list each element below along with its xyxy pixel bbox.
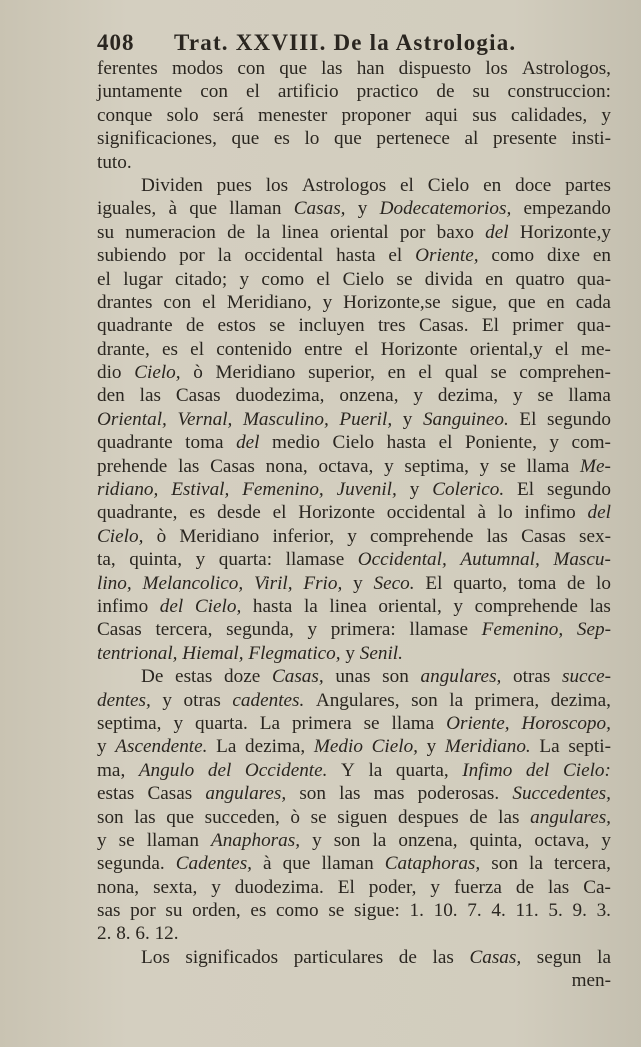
text-line: Oriental, Vernal, Masculino, Pueril, y Sanguineo. El segundo	[97, 408, 611, 430]
text-line: son las que succeden, ò se siguen despues de las angulares,	[97, 806, 611, 828]
text-line: significaciones, que es lo que pertenece al presente insti-	[97, 128, 611, 150]
text-line: septima, y quarta. La primera se llama Oriente, Horoscopo,	[97, 712, 611, 734]
text-line: lino, Melancolico, Viril, Frio, y Seco. El quarto, toma de lo	[97, 572, 611, 594]
body-text	[97, 57, 611, 993]
text-line: el lugar citado; y como el Cielo se divida en quatro qua-	[97, 268, 611, 290]
text-line: De estas doze Casas, unas son angulares, otras succe-	[141, 666, 611, 688]
text-line: 2. 8. 6. 12.	[97, 923, 179, 945]
text-line: drante, es el contenido entre el Horizonte oriental,y el me-	[97, 338, 611, 360]
text-line: prehende las Casas nona, octava, y septima, y se llama Me-	[97, 455, 611, 477]
text-line: ferentes modos con que las han dispuesto los Astrologos,	[97, 58, 611, 79]
text-line: tentrional, Hiemal, Flegmatico, y Senil.	[97, 642, 403, 664]
text-line: su numeracion de la linea oriental por baxo del Horizonte,y	[97, 221, 611, 243]
text-line: subiendo por la occidental hasta el Oriente, como dixe en	[97, 245, 611, 267]
text-line: juntamente con el artificio practico de su construccion:	[97, 81, 611, 103]
text-line: quadrante toma del medio Cielo hasta el Poniente, y com-	[97, 432, 611, 454]
text-line: y se llaman Anaphoras, y son la onzena, quinta, octava, y	[97, 829, 611, 851]
text-line: Casas tercera, segunda, y primera: llamase Femenino, Sep-	[97, 619, 611, 641]
text-line: Los significados particulares de las Casas, segun la	[141, 946, 611, 968]
text-line: iguales, à que llaman Casas, y Dodecatemorios, empezando	[97, 198, 611, 220]
text-line: Dividen pues los Astrologos el Cielo en doce partes	[141, 174, 611, 196]
text-line: dio Cielo, ò Meridiano superior, en el qual se comprehen-	[97, 362, 611, 384]
text-line: segunda. Cadentes, à que llaman Cataphoras, son la tercera,	[97, 853, 611, 875]
text-line: ta, quinta, y quarta: llamase Occidental, Autumnal, Mascu-	[97, 549, 611, 571]
text-line: den las Casas duodezima, onzena, y dezima, y se llama	[97, 385, 611, 407]
text-line: nona, sexta, y duodezima. El poder, y fuerza de las Ca-	[97, 876, 611, 898]
text-line: infimo del Cielo, hasta la linea oriental, y comprehende las	[97, 595, 611, 617]
text-line: men-	[571, 970, 611, 992]
page-header	[97, 30, 617, 60]
text-line: quadrante de estos se incluyen tres Casas. El primer qua-	[97, 315, 611, 337]
text-line: quadrante, es desde el Horizonte occidental à lo infimo del	[97, 502, 611, 524]
text-line: tuto.	[97, 151, 132, 173]
text-line: sas por su orden, es como se sigue: 1. 10. 7. 4. 11. 5. 9. 3.	[97, 900, 611, 922]
text-line: Cielo, ò Meridiano inferior, y comprehende las Casas sex-	[97, 525, 611, 547]
text-line: dentes, y otras cadentes. Angulares, son la primera, dezima,	[97, 689, 611, 711]
running-title: Trat. XXVIII. De la Astrologia.	[174, 30, 517, 55]
text-line: conque solo será menester proponer aqui sus calidades, y	[97, 104, 611, 126]
text-line: ma, Angulo del Occidente. Y la quarta, Infimo del Cielo:	[97, 759, 611, 781]
page-number: 408	[97, 30, 135, 55]
text-line: ridiano, Estival, Femenino, Juvenil, y Colerico. El segundo	[97, 479, 611, 501]
text-line: y Ascendente. La dezima, Medio Cielo, y Meridiano. La septi-	[97, 736, 611, 758]
text-line: estas Casas angulares, son las mas poderosas. Succedentes,	[97, 783, 611, 805]
text-line: drantes con el Meridiano, y Horizonte,se sigue, que en cada	[97, 291, 611, 313]
